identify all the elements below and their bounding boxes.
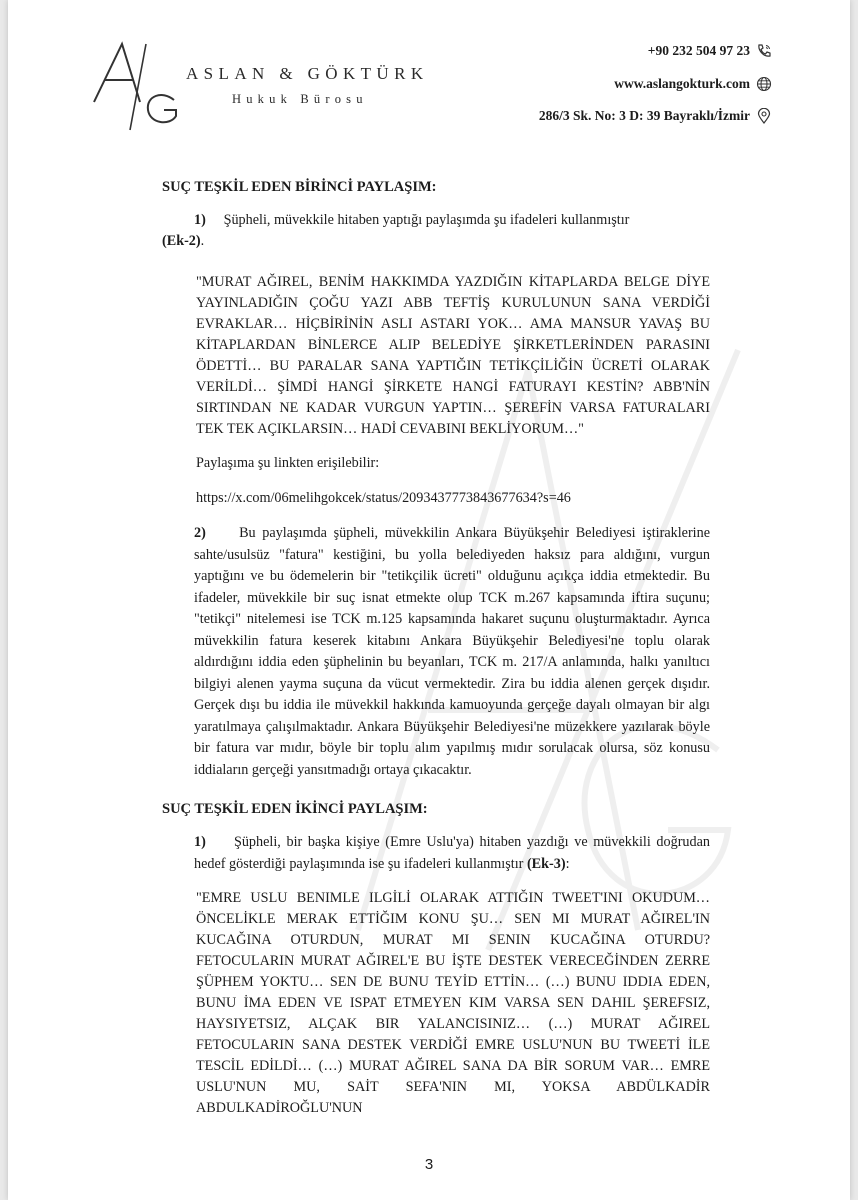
paragraph-continuation [162,231,710,253]
numbered-paragraph [162,523,710,781]
document-page [8,0,850,1200]
firm-subtitle: Hukuk Bürosu [232,92,368,106]
page-number: 3 [424,1156,434,1173]
document-body [162,178,710,1119]
address-row [539,105,772,127]
phone-row [539,40,772,62]
exhibit-reference: (Ek-3) [526,855,566,872]
exhibit-reference: (Ek-2) [162,232,201,249]
post-link[interactable]: https://x.com/06melihgokcek/status/2093437773843677634?s=46 [196,490,571,507]
contact-block [539,40,772,138]
phone-number: +90 232 504 97 23 [647,43,750,58]
item-number: 1) [194,212,206,228]
item-number: 2) [194,525,206,542]
punctuation: : [565,855,570,872]
numbered-paragraph [162,832,710,875]
section-heading: SUÇ TEŞKİL EDEN BİRİNCİ PAYLAŞIM: [162,179,437,195]
firm-name: ASLAN & GÖKTÜRK [186,64,429,83]
firm-logo-icon [88,40,188,132]
website-row [539,73,772,95]
paragraph-text: Şüpheli, bir başka kişiye (Emre Uslu'ya) hitaben yazdığı ve müvekkili doğrudan hedef gösterdiği paylaşımında ise şu ifadeleri kullanmıştır [194,834,710,872]
section-heading: SUÇ TEŞKİL EDEN İKİNCİ PAYLAŞIM: [162,801,428,818]
office-address: 286/3 Sk. No: 3 D: 39 Bayraklı/İzmir [538,108,750,123]
website-address: www.aslangokturk.com [614,75,750,91]
numbered-paragraph [162,210,710,232]
globe-icon [756,76,772,92]
phone-icon [756,43,772,59]
paragraph-text: Bu paylaşımda şüpheli, müvekkilin Ankara Büyükşehir Belediyesi iştiraklerine sahte/usulsüz "fatura" kestiğini, bu yolla belediyeden haksız para aldığını, vurgun yaptığını ve bu ödemelerin bir "tetikçilik ücreti" olduğunu açıkça iddia etmektedir. Bu ifadeler, müvekkile bir suç isnat etmekte olup TCK m.267 kapsamında iftira suçunu; "tetikçi" nitelemesi ise TCK m.125 kapsamında hakaret suçunu oluşturmaktadır. Ayrıca müvekkilin fatura keserek kitabını Ankara Büyükşehir Belediyesi'ne toplu olarak aldırdığını iddia eden şüphelinin bu beyanları, TCK m. 217/A anlamında, halkı yanıltıcı bilgiyi alenen yayma suçuna da vücut vermektedir. Zira bu iddia alenen gerçek dışıdır. Gerçek dışı bu iddia ile müvekkil hakkında kamuoyunda gerçeğe dayalı olmayan bir algı yaratılmaya çalışılmaktadır. Ankara Büyükşehir Belediyesi'ne müzekkere yazılarak böyle bir fatura var mıdır, böyle bir toplu alım yapılmış mıdır sorulacak olursa, söz konusu iddiaların gerçeği yansıtmadığı ortaya çıkacaktır. [194,525,711,778]
paragraph-text: Şüpheli, müvekkile hitaben yaptığı paylaşımda şu ifadeleri kullanmıştır [223,212,630,228]
punctuation: . [200,232,205,249]
location-pin-icon [756,108,772,124]
quoted-post: "MURAT AĞIREL, BENİM HAKKIMDA YAZDIĞIN KİTAPLARDA BELGE DİYE YAYINLADIĞIN ÇOĞU YAZI ABB TEFTİŞ KURULUNUN SANA VERDİĞİ EVRAKLAR… HİÇBİRİNİN ASLI ASTARI YOK… AMA MANSUR YAVAŞ BU KİTAPLARDAN BİNLERCE ALIP BELEDİYE ŞİRKETLERİNDEN PARASINI ÖDETTİ… BU PARALAR SANA YAPTIĞIN TETİKÇİLİĞİN ÜCRETİ OLARAK VERİLDİ… ŞİMDİ HANGİ ŞİRKETE HANGİ FATURAYI KESTİN? ABB'NİN SIRTINDAN NE KADAR VURGUN YAPTIN… ŞEREFİN VARSA FATURALARI TEK TEK AÇIKLARSIN… HADİ CEVABINI BEKLİYORUM…" [196,274,710,437]
quoted-post: "EMRE USLU BENIMLE ILGİLİ OLARAK ATTIĞIN TWEET'INI OKUDUM… ÖNCELİKLE MERAK ETTİĞIM KONU ŞU… SEN MI MURAT AĞIREL'IN KUCAĞINA OTURDUN, MURAT MI SENIN KUCAĞINA OTURDU? FETOCULARIN MURAT AĞIREL'E BU İŞTE DESTEK VERECEĞİNDEN ZERRE ŞÜPHEM YOKTU… SEN DE BUNU TEYİD ETTİN… (…) BUNU IDDIA EDEN, BUNU İMA EDEN VE ISPAT ETMEYEN KIM VARSA SEN DAHIL ŞEREFSIZ, HAYSIYETSIZ, ALÇAK BIR YALANCISINIZ… (…) MURAT AĞIREL FETOCULARIN SANA DESTEK VERDİĞİ EMRE USLU'NUN BU TWEETİ İLE TESCİL EDİLDİ… (…) MURAT AĞIREL SANA DA BİR SORUM VAR… EMRE USLU'NUN MU, SAİT SEFA'NIN MI, YOKSA ABDÜLKADİR ABDULKADİROĞLU'NUN [196,890,710,1117]
link-label: Paylaşıma şu linkten erişilebilir: [196,455,380,471]
item-number: 1) [194,834,206,851]
